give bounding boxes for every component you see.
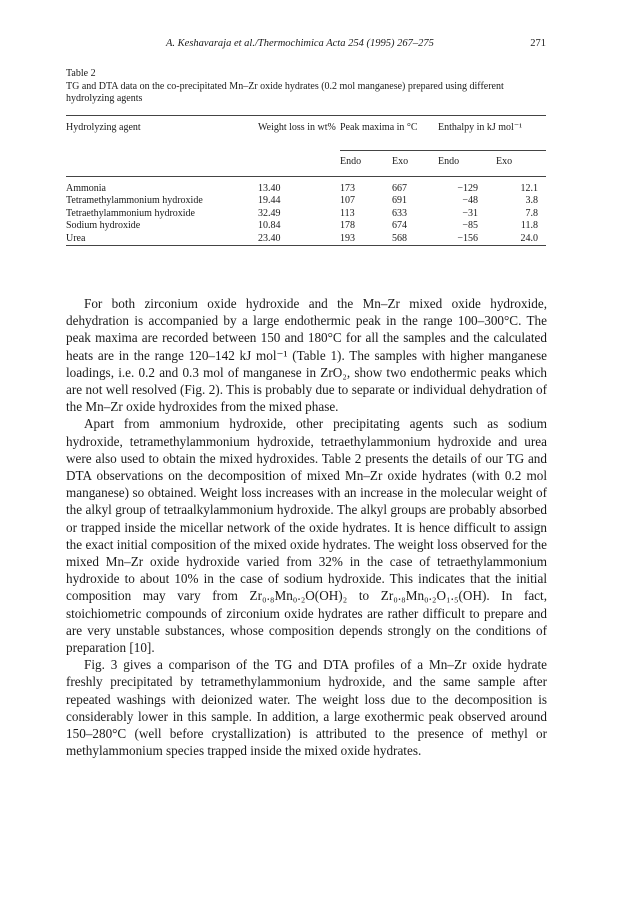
cell-enth-exo: 7.8 [525, 207, 538, 219]
table-2 [66, 68, 546, 250]
cell-peak-exo: 674 [392, 220, 407, 231]
header-peak-maxima: Peak maxima in °C [340, 122, 438, 151]
cell-peak-exo: 691 [392, 195, 407, 206]
cell-enth-endo: −85 [462, 220, 478, 231]
cell-enth-endo: −31 [462, 207, 478, 219]
cell-peak-exo: 633 [392, 207, 407, 219]
cell-agent: Sodium hydroxide [66, 220, 141, 231]
paragraph: For both zirconium oxide hydroxide and the Mn–Zr mixed oxide hydroxide, dehydration is accompanied by a large endothermic peak in the range 100–300°C. The peak maxima are recorded between 150 and 180°C for all the samples and the calculated heats are in the range 120–142 kJ mol⁻¹ (Table 1). The samples with higher manganese loadings, i.e. 0.2 and 0.3 mol of manganese in ZrO₂, show two endothermic peaks which are not well resolved (Fig. 2). This is probably due to separate or individual dehydration of the Mn–Zr oxide hydroxides from the mixed phase. [66, 296, 547, 415]
table-caption: TG and DTA data on the co-precipitated Mn–Zr oxide hydrates (0.2 mol manganese) prepared using different hydrolyzing agents [66, 80, 504, 104]
page-number: 271 [530, 38, 546, 49]
paragraph: Fig. 3 gives a comparison of the TG and DTA profiles of a Mn–Zr oxide hydrate freshly precipitated by tetramethylammonium hydroxide, and the same sample after repeated washings with deionized water. The weight loss due to the decomposition is considerably lower in this sample. In addition, a large exothermic peak observed around 150–280°C (well before crystallization) is attributed to the presence of methyl or methylammonium species trapped inside the mixed oxide hydrates. [66, 657, 547, 759]
cell-enth-endo: −129 [457, 182, 478, 194]
table-row [66, 183, 546, 196]
cell-peak-exo: 568 [392, 232, 407, 244]
header-peak-endo: Endo [340, 155, 362, 167]
table-row [66, 195, 546, 208]
body-text [66, 295, 547, 759]
cell-agent: Tetraethylammonium hydroxide [66, 207, 195, 219]
cell-peak-endo: 173 [340, 182, 355, 194]
table-row [66, 233, 546, 246]
cell-agent: Ammonia [66, 182, 106, 194]
cell-enth-exo: 24.0 [520, 232, 538, 244]
cell-peak-exo: 667 [392, 182, 407, 194]
header-weight-loss: Weight loss in wt% [258, 121, 336, 133]
cell-enth-endo: −156 [457, 232, 478, 244]
header-enthalpy-exo: Exo [496, 155, 513, 167]
cell-weight-loss: 32.49 [258, 207, 281, 219]
cell-enth-exo: 12.1 [520, 182, 538, 194]
header-enthalpy: Enthalpy in kJ mol⁻¹ [438, 122, 546, 151]
data-table [66, 115, 546, 251]
cell-weight-loss: 19.44 [258, 195, 281, 206]
header-peak-exo: Exo [392, 155, 409, 167]
table-label: Table 2 [66, 68, 96, 79]
running-title: A. Keshavaraja et al./Thermochimica Acta 254 (1995) 267–275 [166, 38, 434, 49]
cell-peak-endo: 193 [340, 232, 355, 244]
cell-agent: Urea [66, 232, 86, 244]
cell-weight-loss: 10.84 [258, 220, 281, 231]
cell-weight-loss: 23.40 [258, 232, 281, 244]
paragraph: Apart from ammonium hydroxide, other precipitating agents such as sodium hydroxide, tetramethylammonium hydroxide, tetraethylammonium hydroxide and urea were also used to obtain the mixed hydroxides. Table 2 presents the details of our TG and DTA observations on the decomposition of mixed Mn–Zr oxide hydrates (with 0.2 mol manganese) so obtained. Weight loss increases with an increase in the molecular weight of the alkyl group of tetraalkylammonium hydroxide. The alkyl groups are probably absorbed or trapped inside the micellar network of the oxide hydrates. It is hence difficult to assign the exact initial composition of the mixed oxide hydrates. The weight loss observed for the mixed Mn–Zr oxide hydroxide varied from 32% in the case of tetraethylammonium hydroxide to about 10% in the case of sodium hydroxide. This indicates that the initial composition may vary from Zr₀.₈Mn₀.₂O(OH)₂ to Zr₀.₈Mn₀.₂O₁.₅(OH). In fact, stoichiometric compounds of zirconium oxide hydrates are rather difficult to prepare and are very unstable substances, whose composition depends strongly on the conditions of preparation [10]. [66, 416, 547, 656]
header-agent: Hydrolyzing agent [66, 121, 141, 133]
cell-enth-exo: 11.8 [520, 220, 538, 231]
cell-peak-endo: 107 [340, 195, 355, 206]
cell-peak-endo: 113 [340, 207, 355, 219]
table-row [66, 208, 546, 221]
cell-agent: Tetramethylammonium hydroxide [66, 195, 203, 206]
cell-peak-endo: 178 [340, 220, 355, 231]
cell-weight-loss: 13.40 [258, 182, 281, 194]
cell-enth-endo: −48 [462, 195, 478, 206]
header-enthalpy-endo: Endo [438, 155, 460, 167]
table-row [66, 220, 546, 233]
cell-enth-exo: 3.8 [525, 195, 538, 206]
